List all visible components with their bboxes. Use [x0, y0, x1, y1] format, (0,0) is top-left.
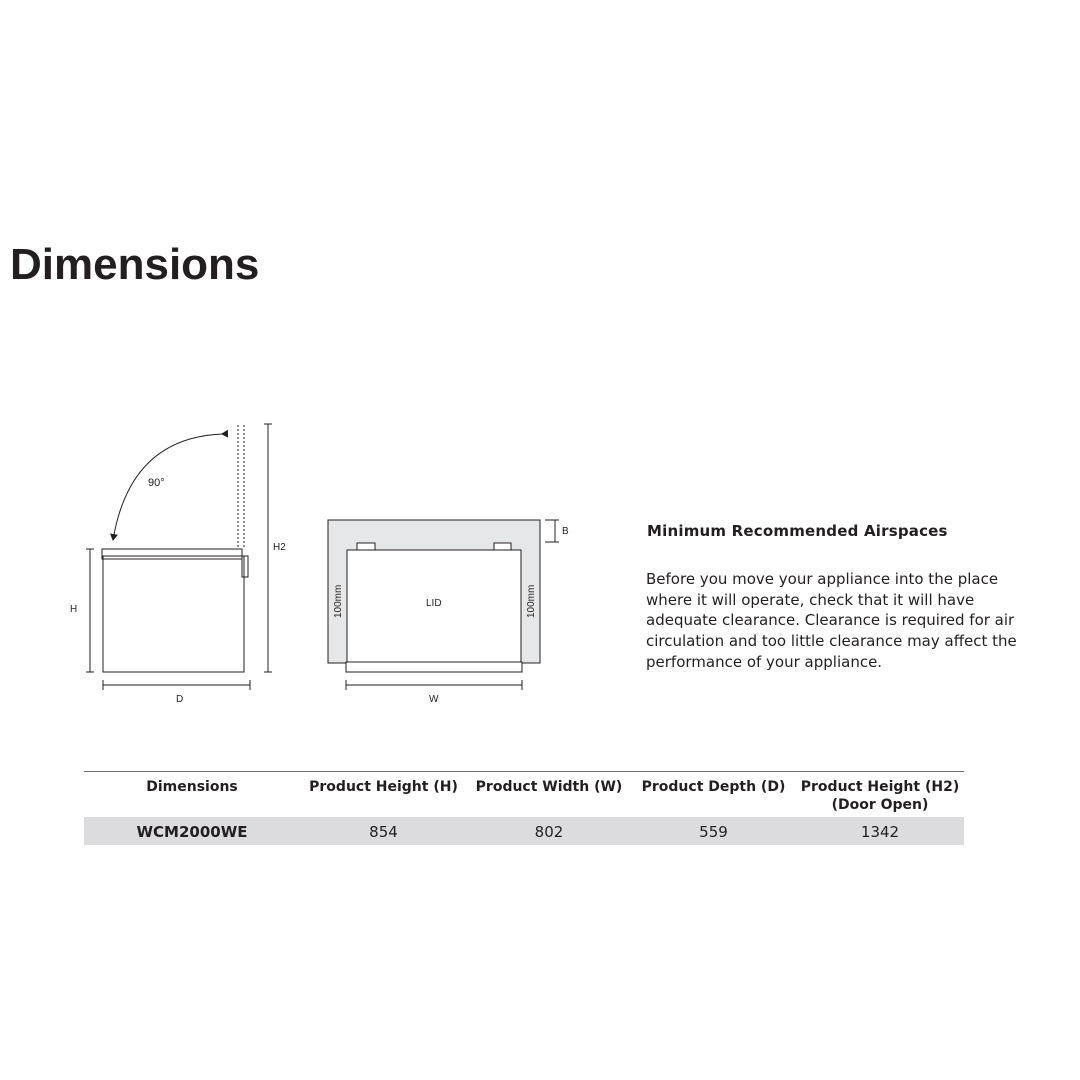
table-row	[84, 817, 964, 845]
clearance-left-label: 100mm	[333, 584, 344, 618]
header-height-door-open: Product Height (H2) (Door Open)	[800, 779, 960, 813]
airspace-line: Before you move your appliance into the place	[646, 570, 999, 588]
lid-label: LID	[426, 598, 442, 609]
cell-model: WCM2000WE	[84, 817, 300, 845]
hinge-left	[357, 543, 375, 550]
side-body	[103, 556, 244, 672]
cell-width: 802	[467, 817, 631, 845]
page-title: Dimensions	[10, 240, 260, 289]
b-label: B	[562, 526, 569, 537]
door-swing-arc	[113, 434, 222, 540]
airspace-line: where it will operate, check that it will have	[646, 590, 975, 609]
side-view	[86, 424, 272, 690]
airspace-line: adequate clearance. Clearance is required for air	[646, 611, 1015, 630]
d-label: D	[176, 694, 184, 705]
airspace-line: performance of your appliance.	[646, 652, 883, 671]
header-model: Dimensions	[146, 779, 238, 795]
header-depth: Product Depth (D)	[641, 779, 786, 795]
header-height: Product Height (H)	[309, 779, 458, 795]
airspace-line: circulation and too little clearance may affect the	[646, 632, 1017, 651]
header-width: Product Width (W)	[475, 779, 623, 795]
cell-height-door-open: 1342	[796, 817, 964, 845]
angle-label: 90°	[148, 477, 165, 489]
cell-depth: 559	[631, 817, 796, 845]
side-hinge	[242, 556, 248, 577]
dimension-diagram	[0, 400, 640, 710]
table-header-row	[84, 772, 964, 818]
h2-label: H2	[273, 542, 286, 553]
clearance-right-label: 100mm	[526, 584, 537, 618]
h-label: H	[70, 604, 78, 615]
side-lid	[102, 549, 242, 559]
airspace-heading: Minimum Recommended Airspaces	[647, 522, 948, 540]
top-view	[328, 520, 559, 690]
airspace-description	[646, 569, 1056, 673]
cell-height: 854	[300, 817, 467, 845]
dimensions-table	[84, 771, 964, 845]
hinge-right	[494, 543, 511, 550]
top-base	[346, 662, 522, 672]
w-label: W	[429, 694, 439, 705]
